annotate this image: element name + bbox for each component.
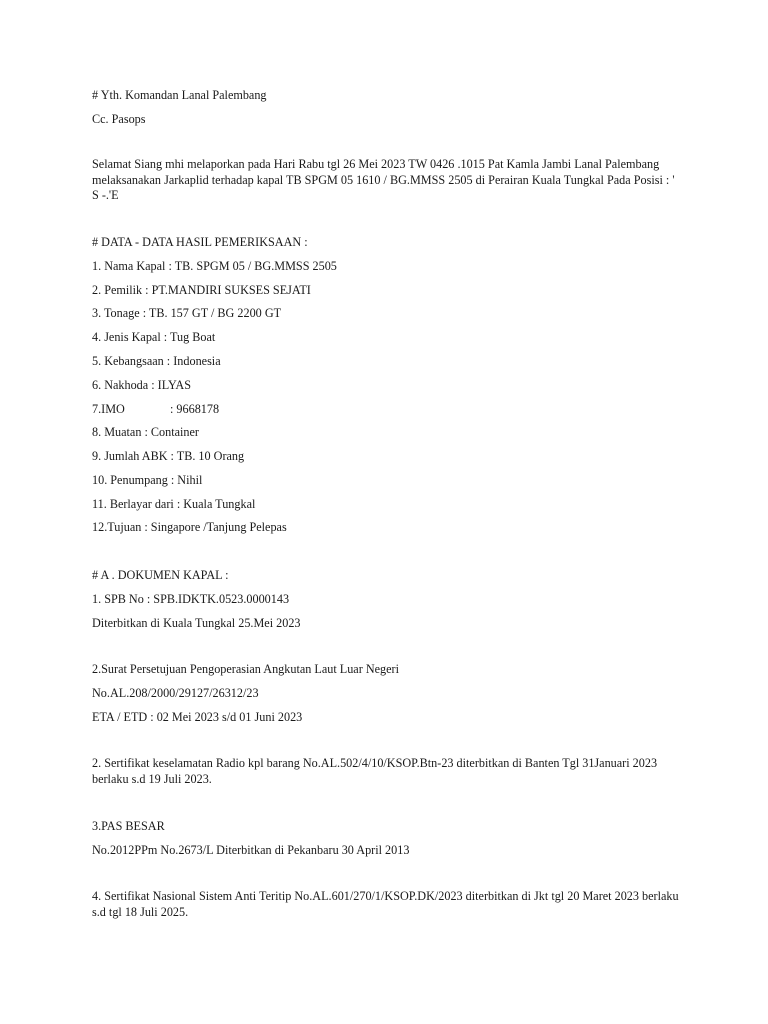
data-item-tonage: 3. Tonage : TB. 157 GT / BG 2200 GT xyxy=(92,306,282,320)
data-item-nakhoda: 6. Nakhoda : ILYAS xyxy=(92,378,191,392)
intro-paragraph: Selamat Siang mhi melaporkan pada Hari Rabu tgl 26 Mei 2023 TW 0426 .1015 Pat Kamla Jambi Lanal Palembang melaksanakan Jarkaplid terhadap kapal TB SPGM 05 1610 / BG.MMSS 2505 di Perairan Kuala Tungkal Pada Posisi : ' S -.'E xyxy=(92,157,675,202)
data-item-jenis-kapal: 4. Jenis Kapal : Tug Boat xyxy=(92,330,216,344)
cc-line: Cc. Pasops xyxy=(92,112,146,126)
data-item-penumpang: 10. Penumpang : Nihil xyxy=(92,473,203,487)
data-section-heading: # DATA - DATA HASIL PEMERIKSAAN : xyxy=(92,235,308,249)
docs-section-heading: # A . DOKUMEN KAPAL : xyxy=(92,568,229,582)
imo-label: 7.IMO xyxy=(92,402,125,416)
doc-pas-title: 3.PAS BESAR xyxy=(92,819,165,833)
data-item-tujuan: 12.Tujuan : Singapore /Tanjung Pelepas xyxy=(92,520,287,534)
doc-surat-no: No.AL.208/2000/29127/26312/23 xyxy=(92,686,259,700)
doc-pas-no: No.2012PPm No.2673/L Diterbitkan di Pekanbaru 30 April 2013 xyxy=(92,843,410,857)
data-item-kebangsaan: 5. Kebangsaan : Indonesia xyxy=(92,354,221,368)
imo-value: : 9668178 xyxy=(170,402,220,416)
data-item-muatan: 8. Muatan : Container xyxy=(92,425,199,439)
doc-surat-title: 2.Surat Persetujuan Pengoperasian Angkutan Laut Luar Negeri xyxy=(92,662,399,676)
doc-eta-etd: ETA / ETD : 02 Mei 2023 s/d 01 Juni 2023 xyxy=(92,710,303,724)
doc-antifouling-certificate: 4. Sertifikat Nasional Sistem Anti Teritip No.AL.601/270/1/KSOP.DK/2023 diterbitkan di Jkt tgl 20 Maret 2023 berlaku s.d tgl 18 Juli 2025. xyxy=(92,889,679,919)
data-item-pemilik: 2. Pemilik : PT.MANDIRI SUKSES SEJATI xyxy=(92,283,311,297)
data-item-berlayar-dari: 11. Berlayar dari : Kuala Tungkal xyxy=(92,497,256,511)
doc-spb-issued: Diterbitkan di Kuala Tungkal 25.Mei 2023 xyxy=(92,616,301,630)
data-item-jumlah-abk: 9. Jumlah ABK : TB. 10 Orang xyxy=(92,449,245,463)
doc-radio-certificate: 2. Sertifikat keselamatan Radio kpl barang No.AL.502/4/10/KSOP.Btn-23 diterbitkan di Banten Tgl 31Januari 2023 berlaku s.d 19 Juli 2023. xyxy=(92,756,658,786)
doc-spb: 1. SPB No : SPB.IDKTK.0523.0000143 xyxy=(92,592,290,606)
data-item-nama-kapal: 1. Nama Kapal : TB. SPGM 05 / BG.MMSS 2505 xyxy=(92,259,337,273)
data-item-imo xyxy=(92,402,219,417)
recipient-line: # Yth. Komandan Lanal Palembang xyxy=(92,88,267,102)
